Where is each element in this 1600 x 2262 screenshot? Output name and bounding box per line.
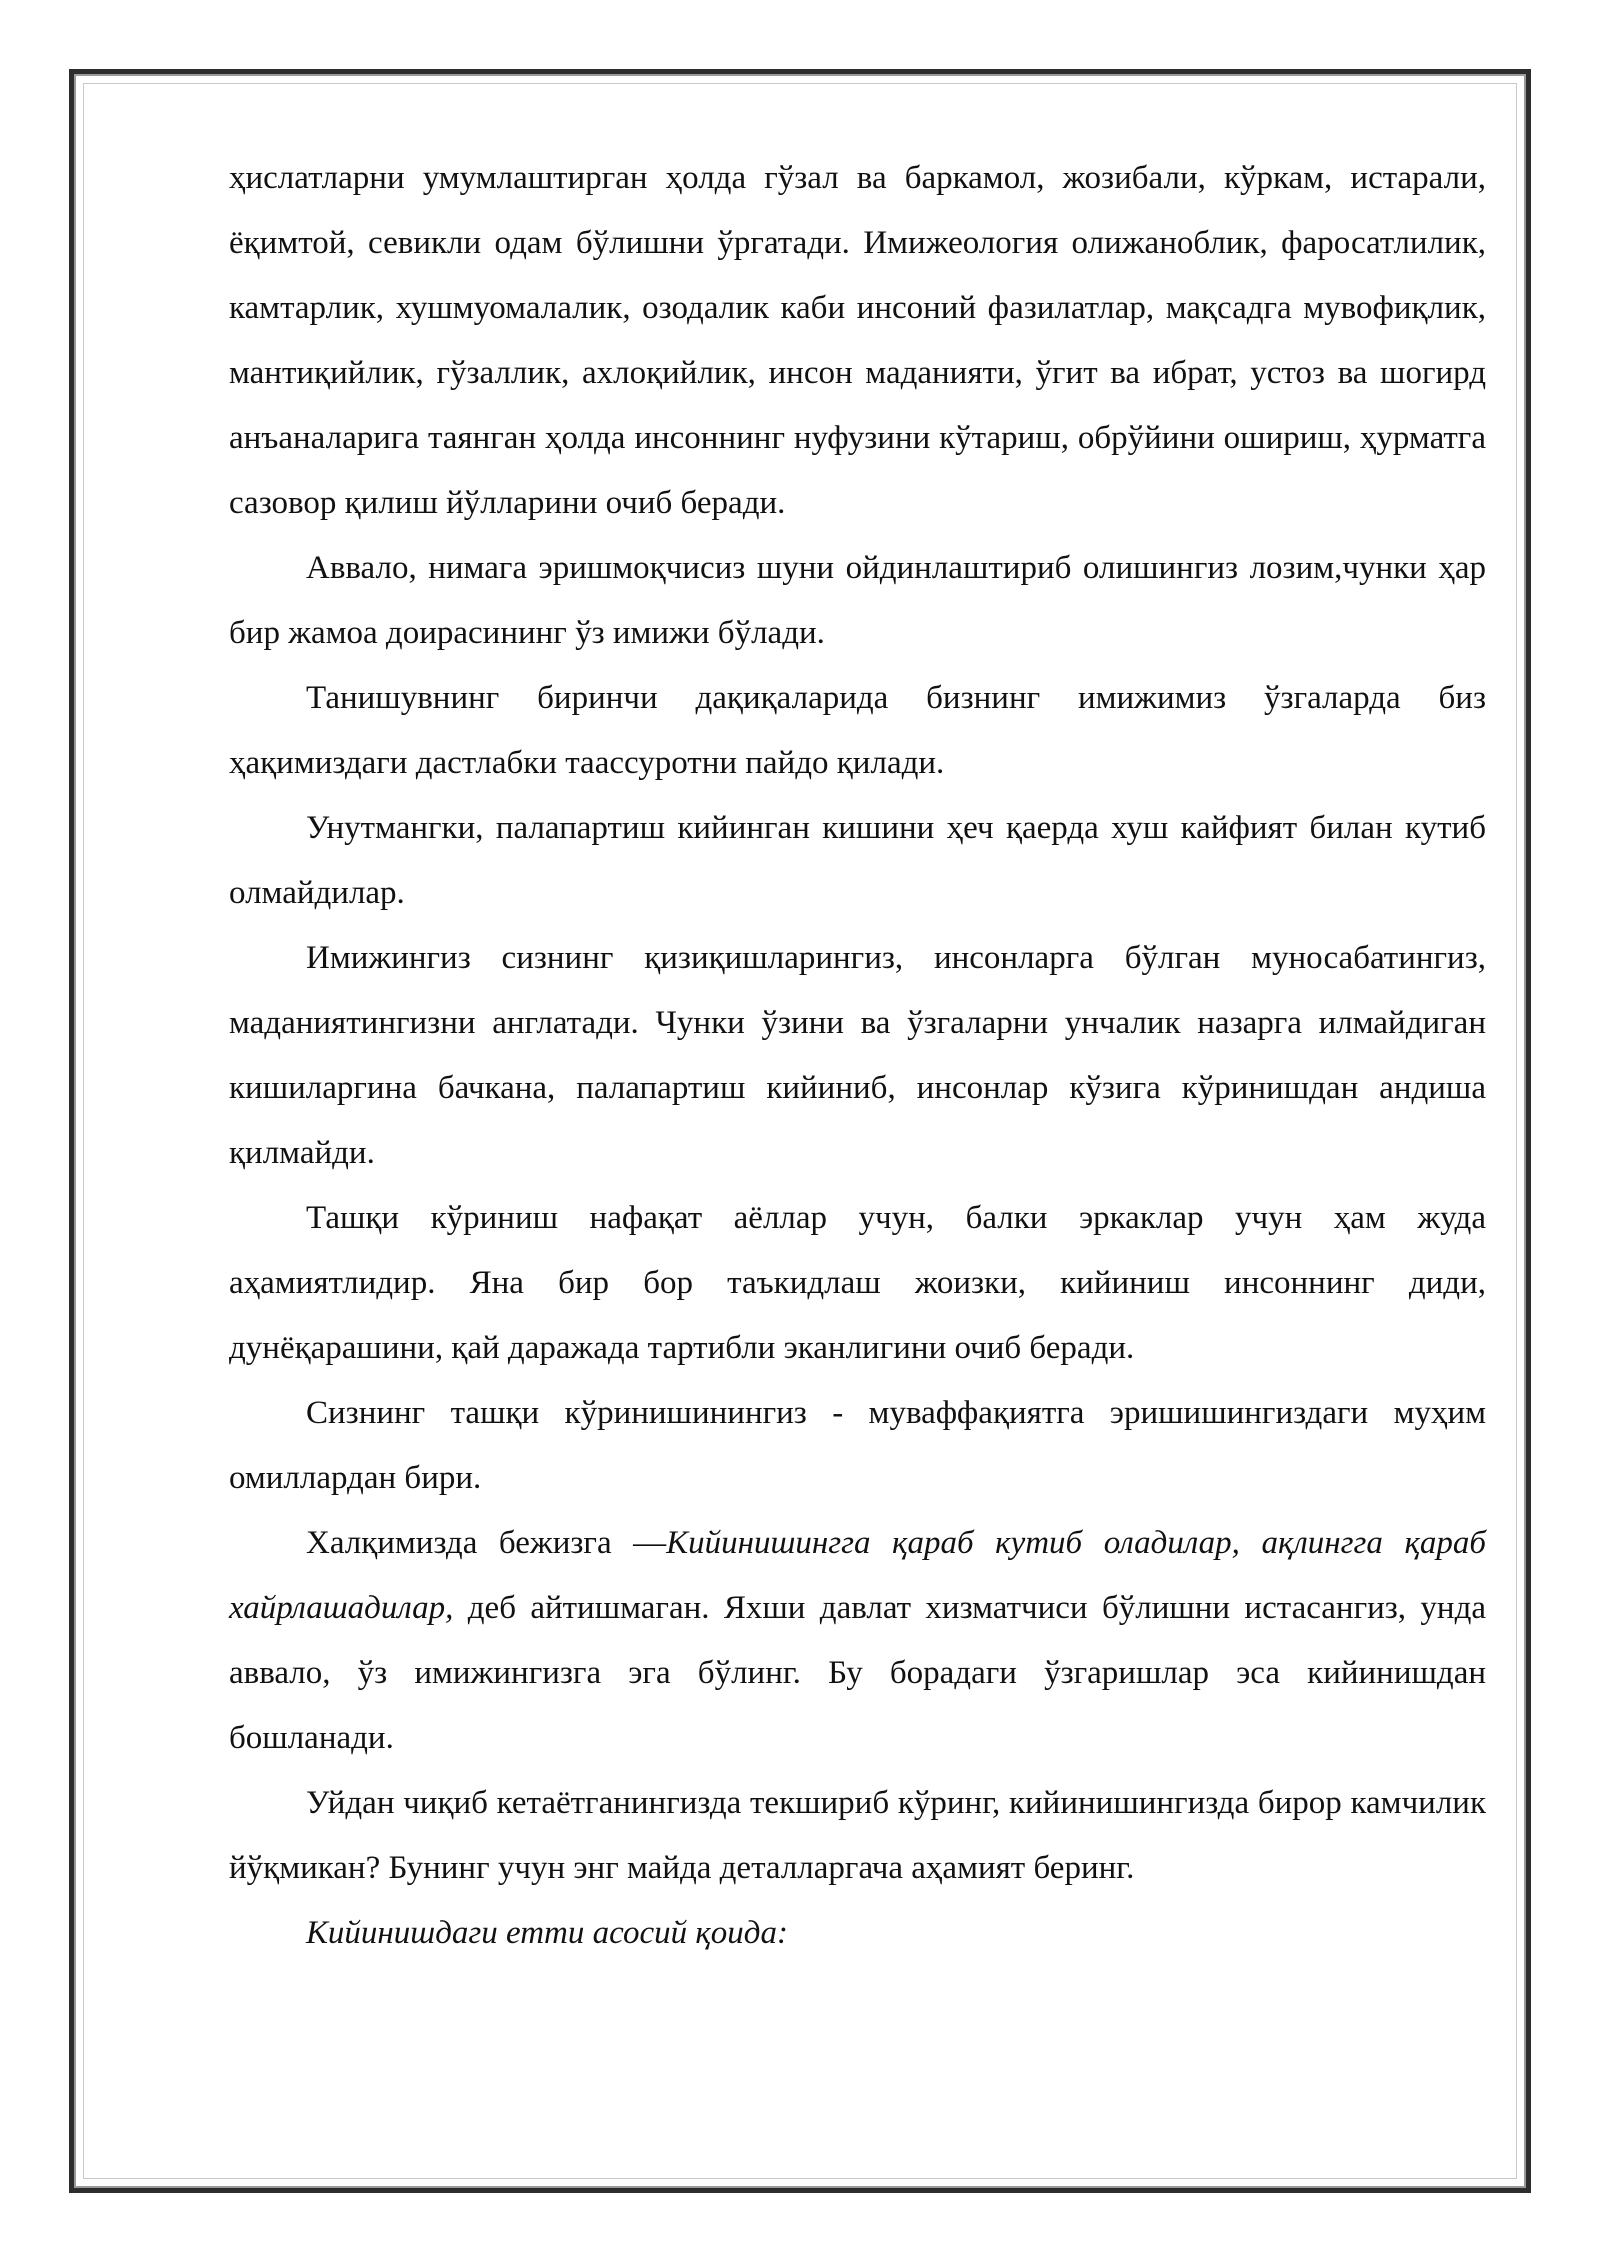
paragraph-1: ҳислатларни умумлаштирган ҳолда гўзал ва баркамол, жозибали, кўркам, истарали, ёқимтой, севикли одам бўлишни ўргатади. Имижеология олижанoблик, фаросатлилик, камтарлик, хушмуомалалик, озодалик каби инсоний фазилатлар, мақсадга мувофиқлик, мантиқийлик, гўзаллик, ахлоқийлик, инсон маданияти, ўгит ва ибрат, устоз ва шогирд анъаналарига таянган ҳолда инсоннинг нуфузини кўтариш, обрўйини ошириш, ҳурматга сазовор қилиш йўлларини очиб беради.	[229, 160, 1486, 521]
paragraph-3: Танишувнинг биринчи дақиқаларида бизнинг имижимиз ўзгаларда биз ҳақимиздаги дастлабки таассуротни пайдо қилади.	[229, 680, 1486, 781]
paragraph-8-rest: деб айтишмаган. Яхши давлат хизматчиси бўлишни истасангиз, унда аввало, ўз имижингизга эга бўлинг. Бу борадаги ўзгаришлар эса кийинишдан бошланади.	[229, 1590, 1486, 1756]
proverb-quote: ―Кийинишингга қараб кутиб оладилар, ақлингга қараб хайрлашадилар,	[229, 1525, 1487, 1626]
paragraph-7: Сизнинг ташқи кўринишинингиз - муваффақиятга эришишингиздаги муҳим омиллардан бири.	[229, 1395, 1486, 1496]
paragraph-8-lead: Халқимизда бежизга	[306, 1525, 634, 1561]
paragraph-6: Ташқи кўриниш нафақат аёллар учун, балки эркаклар учун ҳам жуда аҳамиятлидир. Яна бир бор таъкидлаш жоизки, кийиниш инсоннинг диди, дунёқарашини, қай даражада тартибли эканлигини очиб беради.	[229, 1200, 1486, 1366]
paragraph-9: Уйдан чиқиб кетаётганингизда текшириб кўринг, кийинишингизда бирор камчилик йўқмикан? Бунинг учун энг майда деталларгача аҳамият беринг.	[229, 1785, 1486, 1886]
section-heading-seven-rules: Кийинишдаги етти асосий қоида:	[306, 1915, 788, 1951]
paragraph-2: Аввало, нимага эришмоқчисиз шуни ойдинлаштириб олишингиз лозим,чунки ҳар бир жамоа доирасининг ўз имижи бўлади.	[229, 550, 1486, 651]
paragraph-5: Имижингиз сизнинг қизиқишларингиз, инсонларга бўлган муносабатингиз, маданиятингизни англатади. Чунки ўзини ва ўзгаларни унчалик назарга илмайдиган кишиларгина бачкана, палапартиш кийиниб, инсонлар кўзига кўринишдан андиша қилмайди.	[229, 940, 1486, 1171]
paragraph-4: Унутмангки, палапартиш кийинган кишини ҳеч қаерда хуш кайфият билан кутиб олмайдилар.	[229, 810, 1486, 911]
document-body	[229, 146, 1486, 1966]
paragraph-8	[229, 1511, 1486, 1771]
